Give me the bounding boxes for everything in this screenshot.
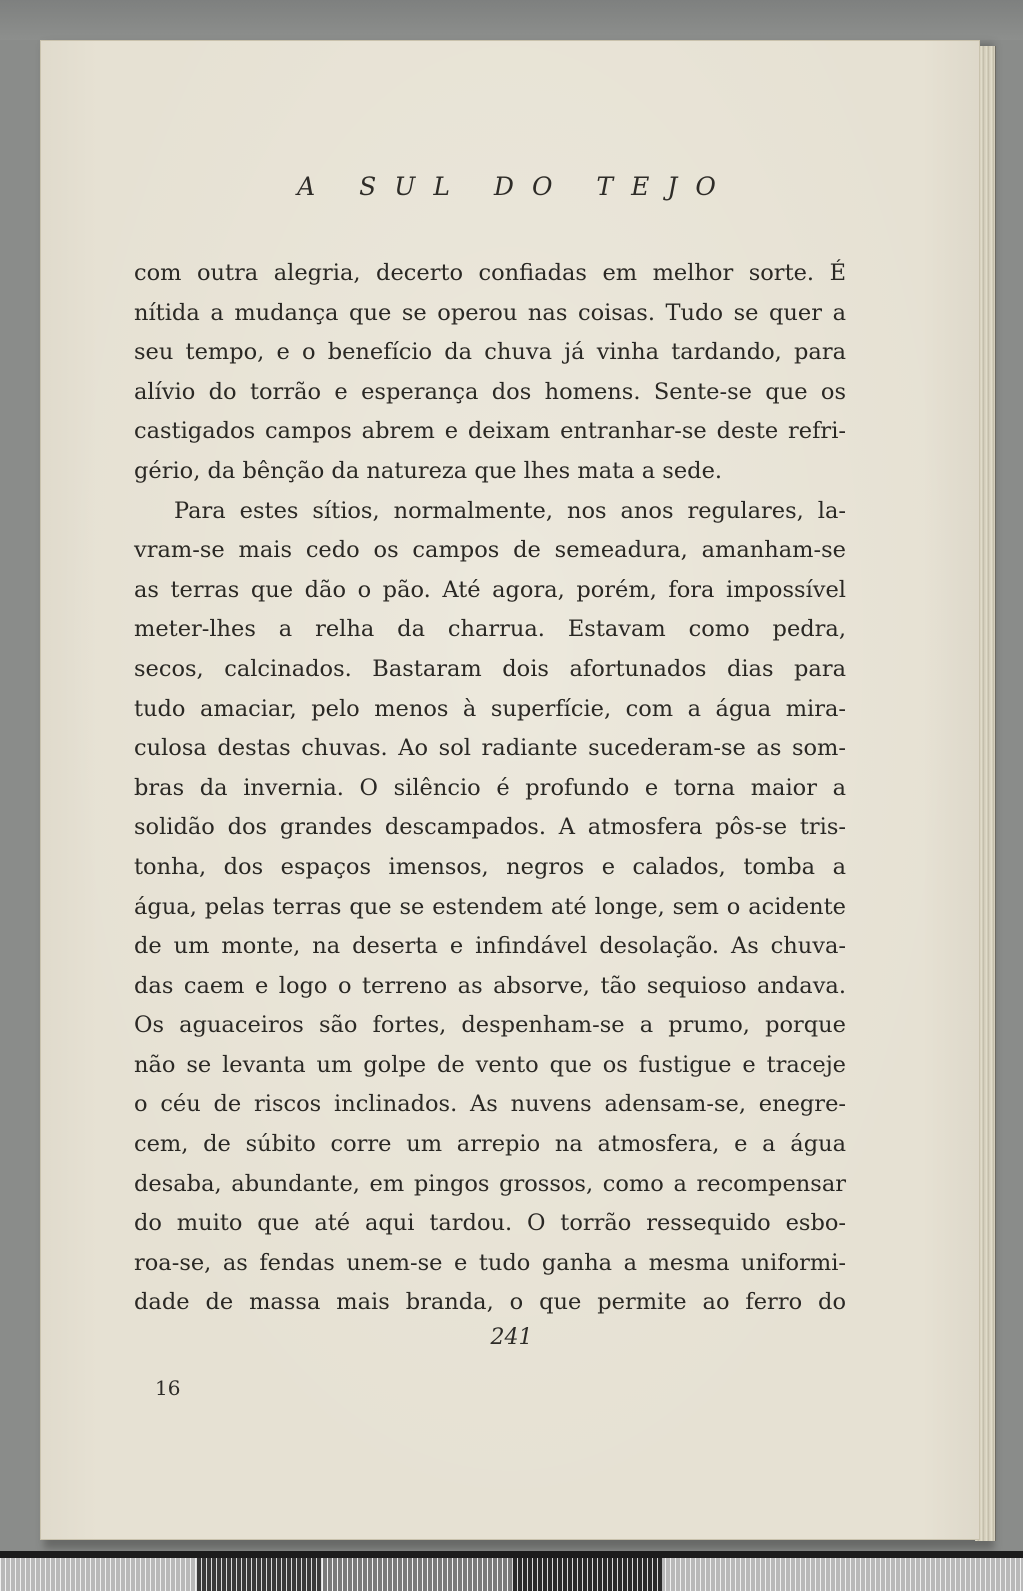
scan-background <box>0 0 1023 40</box>
text-line: alívio do torrão e esperança dos homens. Sente-se que os <box>134 378 846 405</box>
text-line: de um monte, na deserta e infindável desolação. As chuva- <box>134 933 846 960</box>
text-line: das caem e logo o terreno as absorve, tão sequioso andava. <box>134 972 846 999</box>
text-line: seu tempo, e o benefício da chuva já vinha tardando, para <box>134 339 846 366</box>
text-line: secos, calcinados. Bastaram dois afortunados dias para <box>134 655 846 682</box>
text-line: água, pelas terras que se estendem até longe, sem o acidente <box>134 893 846 920</box>
text-line: solidão dos grandes descampados. A atmosfera pôs-se tris- <box>134 814 846 841</box>
scan-ruler-segment <box>322 1558 512 1591</box>
text-line: roa-se, as fendas unem-se e tudo ganha a mesma uniformi- <box>134 1249 846 1276</box>
text-line: as terras que dão o pão. Até agora, porém, fora impossível <box>134 576 846 603</box>
body-text <box>134 254 846 1323</box>
running-head: A SUL DO TEJO <box>297 172 734 201</box>
signature-mark: 16 <box>155 1376 181 1400</box>
text-line: desaba, abundante, em pingos grossos, como a recompensar <box>134 1170 846 1197</box>
page-number: 241 <box>490 1325 533 1350</box>
text-line: com outra alegria, decerto confiadas em melhor sorte. É <box>134 260 846 286</box>
text-line: do muito que até aqui tardou. O torrão ressequido esbo- <box>134 1210 846 1237</box>
text-line: Os aguaceiros são fortes, despenham-se a prumo, porque <box>134 1012 846 1039</box>
text-line: bras da invernia. O silêncio é profundo e torna maior a <box>134 774 846 801</box>
text-line: gério, da bênção da natureza que lhes mata a sede. <box>134 457 723 484</box>
text-line: tonha, dos espaços imensos, negros e calados, tomba a <box>134 853 846 880</box>
text-line: não se levanta um golpe de vento que os fustigue e traceje <box>134 1051 846 1078</box>
paragraph-1 <box>134 254 846 492</box>
text-line: dade de massa mais branda, o que permite ao ferro do <box>134 1289 846 1316</box>
text-line: cem, de súbito corre um arrepio na atmosfera, e a água <box>134 1131 846 1158</box>
text-line: nítida a mudança que se operou nas coisas. Tudo se quer a <box>134 299 846 326</box>
text-line: vram-se mais cedo os campos de semeadura, amanham-se <box>134 537 846 564</box>
text-line: culosa destas chuvas. Ao sol radiante sucederam-se as som- <box>134 735 846 762</box>
scan-ruler-segment <box>196 1558 322 1591</box>
text-line: Para estes sítios, normalmente, nos anos regulares, la- <box>174 497 846 524</box>
paragraph-2 <box>134 492 846 1323</box>
text-line: o céu de riscos inclinados. As nuvens adensam-se, enegre- <box>134 1091 846 1118</box>
scan-ruler-segment <box>512 1558 662 1591</box>
text-line: meter-lhes a relha da charrua. Estavam como pedra, <box>134 616 846 643</box>
text-line: tudo amaciar, pelo menos à superfície, com a água mira- <box>134 695 846 722</box>
text-line: castigados campos abrem e deixam entranhar-se deste refri- <box>134 418 846 445</box>
